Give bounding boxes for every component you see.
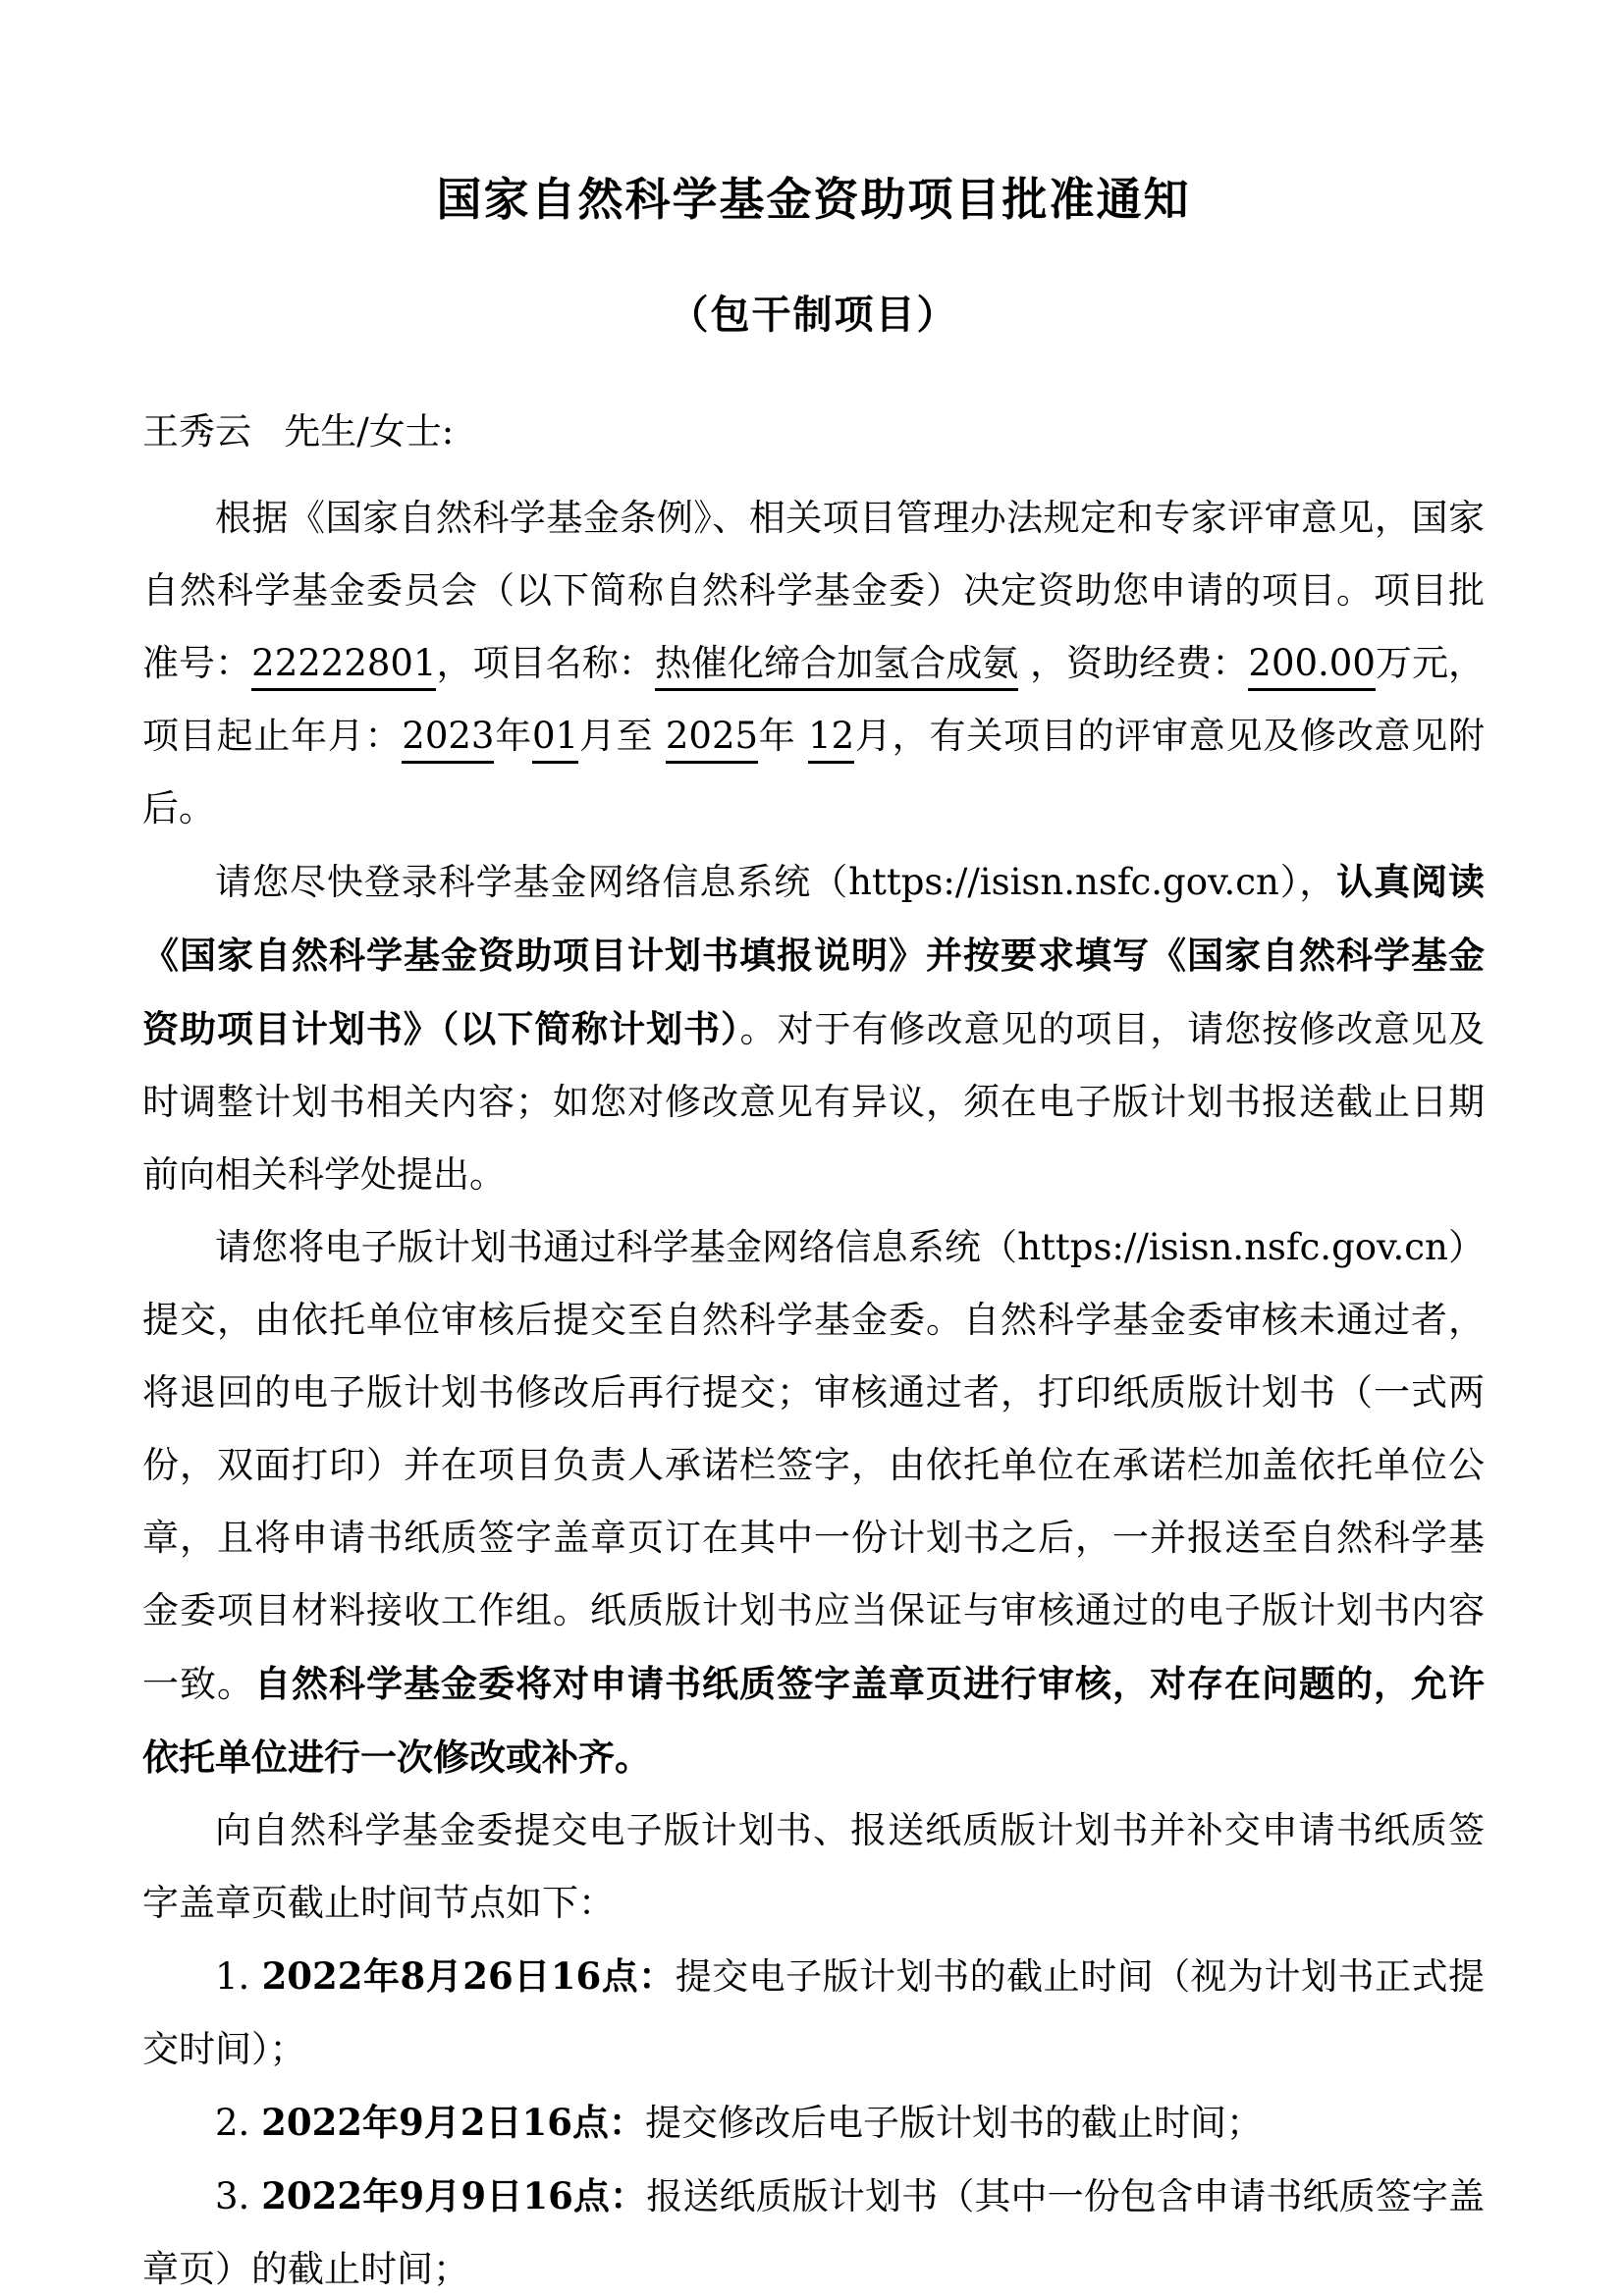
salutation: [142, 396, 1485, 468]
login-normal-text-2: 。对于有修改意见的项目，请您按修改意见及时调整计划书相关内容；如您对修改意见有异议，须在电子版计划书报送截止日期前向相关科学处提出。: [142, 1007, 1486, 1196]
submit-bold-text: 自然科学基金委将对申请书纸质签字盖章页进行审核，对存在问题的，允许依托单位进行一次修改或补齐。: [142, 1661, 1485, 1779]
submit-normal-text: 请您将电子版计划书通过科学基金网络信息系统（https://isisn.nsfc.gov.cn）提交，由依托单位审核后提交至自然科学基金委。自然科学基金委审核未通过者，将退回的电子版计划书修改后再行提交；审核通过者，打印纸质版计划书（一式两份，双面打印）并在项目负责人承诺栏签字，由依托单位在承诺栏加盖依托单位公章，且将申请书纸质签字盖章页订在其中一份计划书之后，一并报送至自然科学基金委项目材料接收工作组。纸质版计划书应当保证与审核通过的电子版计划书内容一致。: [142, 1225, 1485, 1705]
year-label-2: 年: [758, 714, 809, 757]
login-bold-text: 认真阅读《国家自然科学基金资助项目计划书填报说明》并按要求填写《国家自然科学基金资助项目计划书》（以下简称计划书）: [142, 859, 1486, 1050]
deadline-2-number: 2.: [215, 2101, 262, 2144]
deadline-item-3: [142, 2160, 1485, 2296]
deadline-3-date: 2022年9月9日16点：: [261, 2173, 647, 2217]
deadline-3-number: 3.: [215, 2174, 262, 2217]
grant-tail-text: 月，有关项目的评审意见及修改意见附后。: [142, 714, 1486, 829]
grant-mid1-text: ，项目名称：: [436, 641, 655, 684]
page-title: 国家自然科学基金资助项目批准通知: [436, 173, 1191, 226]
deadline-1-number: 1.: [215, 1954, 262, 1998]
start-year: 2023: [402, 715, 494, 764]
page-subtitle: （包干制项目）: [669, 291, 958, 338]
deadline-item-2: [142, 2086, 1485, 2160]
grant-mid3-text: 万元，项目起止年月：: [142, 641, 1486, 757]
approval-number: 22222801: [251, 642, 436, 691]
deadline-2-date: 2022年9月2日16点：: [261, 2100, 646, 2144]
grant-mid2-text: ，资助经费：: [1018, 641, 1249, 684]
deadline-1-date: 2022年8月26日16点：: [261, 1953, 676, 1998]
deadline-intro-text: 向自然科学基金委提交电子版计划书、报送纸质版计划书并补交申请书纸质签字盖章页截止时间节点如下：: [142, 1808, 1485, 1924]
end-month: 12: [808, 715, 854, 764]
deadline-2-text: 提交修改后电子版计划书的截止时间；: [645, 2101, 1264, 2144]
grant-lead-text: 根据《国家自然科学基金条例》、相关项目管理办法规定和专家评审意见，国家自然科学基金委员会（以下简称自然科学基金委）决定资助您申请的项目。项目批准号：: [142, 496, 1485, 684]
paragraph-submission-instructions: [142, 1211, 1485, 1794]
paragraph-grant-decision: [142, 482, 1485, 845]
paragraph-login-instructions: [142, 845, 1485, 1211]
grant-mid4-text: 月至: [578, 714, 666, 757]
recipient-honorific: 先生/女士:: [284, 409, 455, 453]
deadline-item-1: [142, 1940, 1485, 2086]
recipient-name: 王秀云: [142, 409, 251, 453]
deadline-3-text: 报送纸质版计划书（其中一份包含申请书纸质签字盖章页）的截止时间；: [142, 2174, 1485, 2290]
end-year: 2025: [666, 715, 758, 764]
year-label-1: 年: [494, 714, 532, 757]
project-name: 热催化缔合加氢合成氨: [655, 642, 1018, 691]
login-normal-text: 请您尽快登录科学基金网络信息系统（https://isisn.nsfc.gov.cn），: [215, 860, 1337, 903]
start-month: 01: [532, 715, 578, 764]
funding-amount: 200.00: [1248, 642, 1375, 691]
deadline-1-text: 提交电子版计划书的截止时间（视为计划书正式提交时间）；: [142, 1954, 1485, 2070]
paragraph-deadline-intro: [142, 1794, 1485, 1940]
